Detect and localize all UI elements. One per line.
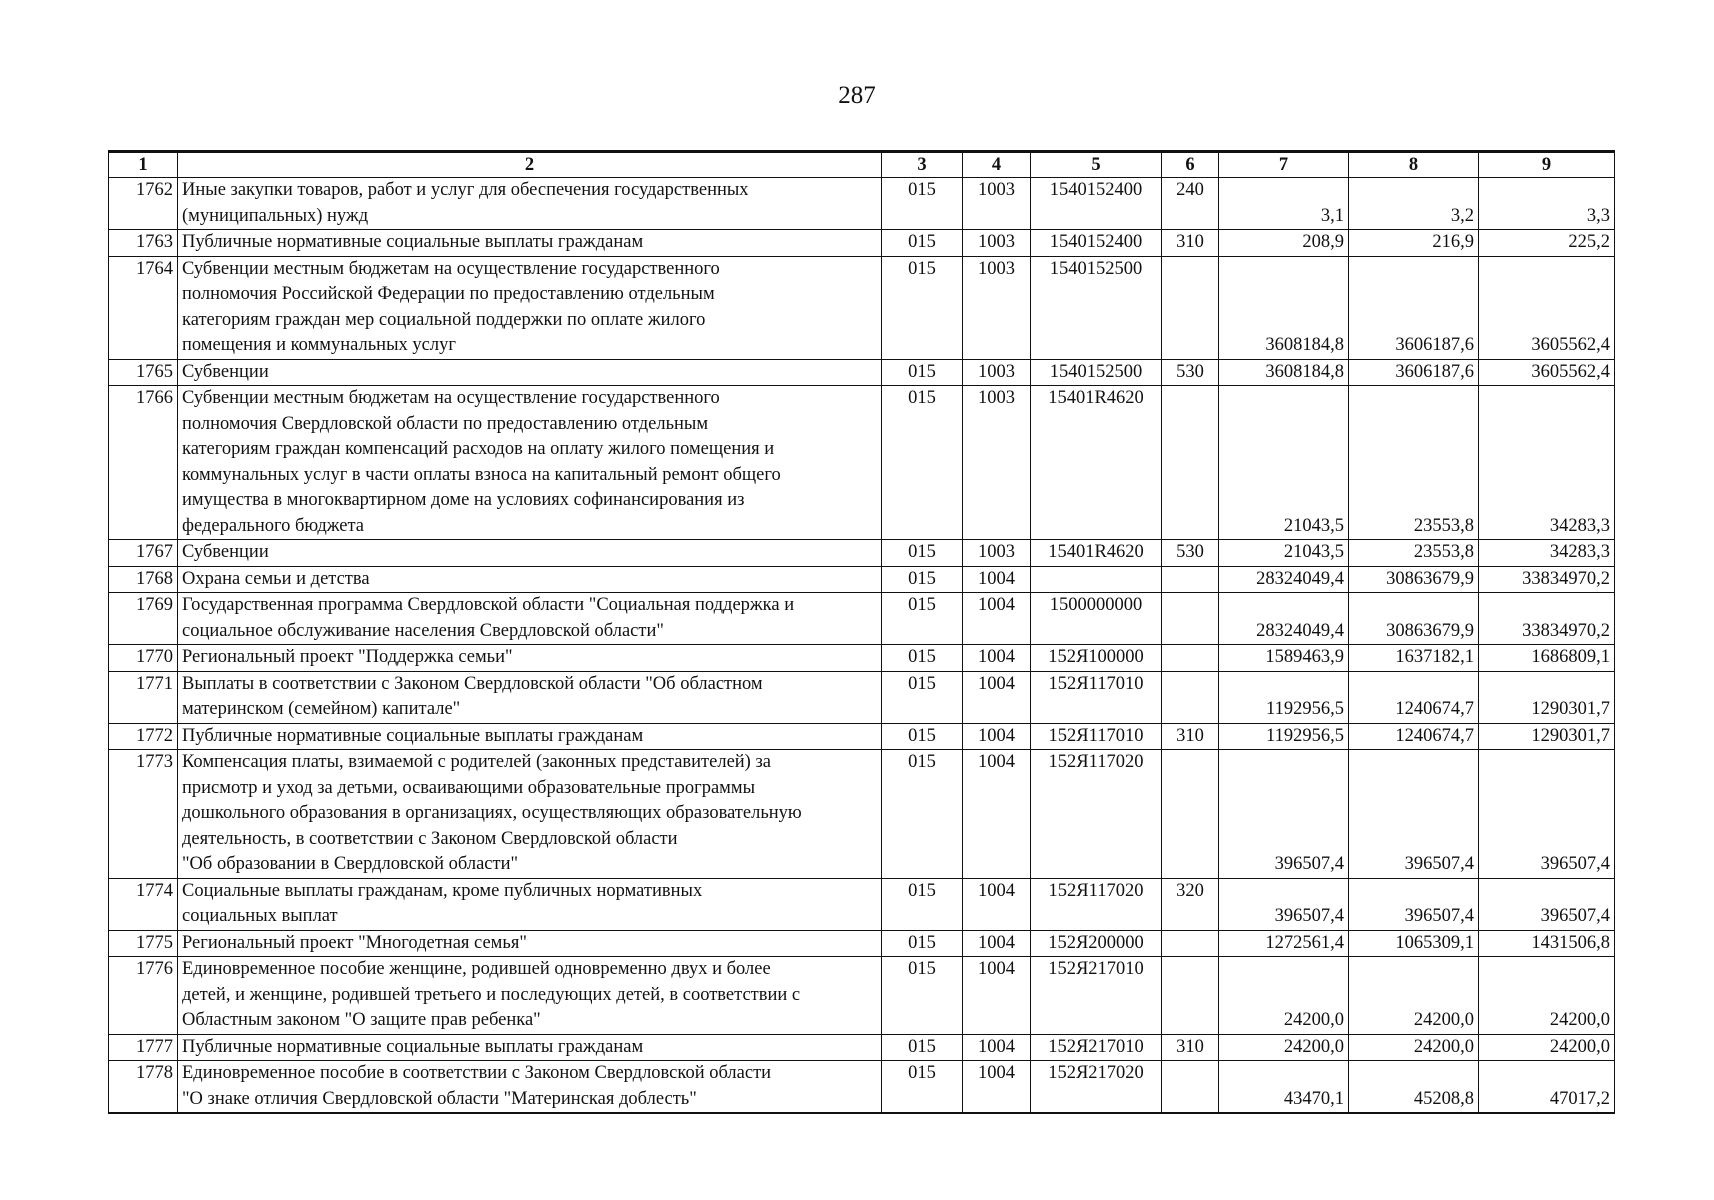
row-col3: 015 xyxy=(882,566,963,593)
row-col7: 396507,4 xyxy=(1219,750,1349,879)
column-header-9: 9 xyxy=(1479,152,1615,178)
row-col4: 1003 xyxy=(963,230,1031,257)
row-col7: 1589463,9 xyxy=(1219,645,1349,672)
table-row xyxy=(109,671,1615,723)
row-col7: 1192956,5 xyxy=(1219,671,1349,723)
table-body xyxy=(109,178,1615,1114)
row-number: 1770 xyxy=(109,645,178,672)
row-number: 1766 xyxy=(109,386,178,540)
row-name: Публичные нормативные социальные выплаты гражданам xyxy=(178,723,882,750)
table-row xyxy=(109,957,1615,1035)
row-col8: 23553,8 xyxy=(1349,386,1479,540)
row-col5: 152Я200000 xyxy=(1031,930,1162,957)
table-row xyxy=(109,230,1615,257)
row-col6: 310 xyxy=(1162,723,1219,750)
row-col3: 015 xyxy=(882,230,963,257)
row-col7: 3,1 xyxy=(1219,178,1349,230)
row-col4: 1004 xyxy=(963,930,1031,957)
row-col8: 24200,0 xyxy=(1349,957,1479,1035)
row-number: 1771 xyxy=(109,671,178,723)
row-col7: 43470,1 xyxy=(1219,1061,1349,1114)
table-row xyxy=(109,1034,1615,1061)
row-col6 xyxy=(1162,386,1219,540)
table-row xyxy=(109,359,1615,386)
table-row xyxy=(109,750,1615,879)
row-col5: 1540152500 xyxy=(1031,359,1162,386)
header-row xyxy=(109,152,1615,178)
column-header-2: 2 xyxy=(178,152,882,178)
row-name: Единовременное пособие женщине, родившей одновременно двух и более детей, и женщине, родившей третьего и последующих детей, в соответствии с Областным законом "О защите прав ребенка" xyxy=(178,957,882,1035)
row-col4: 1004 xyxy=(963,878,1031,930)
row-name: Выплаты в соответствии с Законом Свердловской области "Об областном материнском (семейном) капитале" xyxy=(178,671,882,723)
row-col3: 015 xyxy=(882,359,963,386)
row-name: Государственная программа Свердловской области "Социальная поддержка и социальное обслуживание населения Свердловской области" xyxy=(178,593,882,645)
row-col9: 34283,3 xyxy=(1479,540,1615,567)
row-col7: 3608184,8 xyxy=(1219,256,1349,359)
row-col9: 396507,4 xyxy=(1479,750,1615,879)
row-name: Субвенции местным бюджетам на осуществление государственного полномочия Российской Федерации по предоставлению отдельным категориям граждан мер социальной поддержки по оплате жилого помещения и коммунальных услуг xyxy=(178,256,882,359)
row-col4: 1004 xyxy=(963,723,1031,750)
row-number: 1763 xyxy=(109,230,178,257)
row-name: Иные закупки товаров, работ и услуг для обеспечения государственных (муниципальных) нужд xyxy=(178,178,882,230)
row-number: 1772 xyxy=(109,723,178,750)
row-name: Компенсация платы, взимаемой с родителей (законных представителей) за присмотр и уход за детьми, осваивающими образовательные программы дошкольного образования в организациях, осуществляющих образовательную деятельность, в соответствии с Законом Свердловской области "Об образовании в Свердловской области" xyxy=(178,750,882,879)
row-name: Социальные выплаты гражданам, кроме публичных нормативных социальных выплат xyxy=(178,878,882,930)
row-col8: 1240674,7 xyxy=(1349,723,1479,750)
row-col4: 1004 xyxy=(963,671,1031,723)
row-col9: 24200,0 xyxy=(1479,957,1615,1035)
row-col4: 1004 xyxy=(963,566,1031,593)
row-number: 1776 xyxy=(109,957,178,1035)
row-col3: 015 xyxy=(882,750,963,879)
row-col7: 28324049,4 xyxy=(1219,593,1349,645)
column-header-7: 7 xyxy=(1219,152,1349,178)
row-col5: 1540152500 xyxy=(1031,256,1162,359)
row-col9: 34283,3 xyxy=(1479,386,1615,540)
row-name: Единовременное пособие в соответствии с Законом Свердловской области "О знаке отличия Свердловской области "Материнская доблесть" xyxy=(178,1061,882,1114)
row-col7: 208,9 xyxy=(1219,230,1349,257)
row-col8: 24200,0 xyxy=(1349,1034,1479,1061)
row-col3: 015 xyxy=(882,957,963,1035)
row-col3: 015 xyxy=(882,878,963,930)
row-number: 1762 xyxy=(109,178,178,230)
row-name: Региональный проект "Поддержка семьи" xyxy=(178,645,882,672)
row-col3: 015 xyxy=(882,645,963,672)
row-col9: 33834970,2 xyxy=(1479,566,1615,593)
row-col9: 1431506,8 xyxy=(1479,930,1615,957)
column-header-5: 5 xyxy=(1031,152,1162,178)
row-col3: 015 xyxy=(882,540,963,567)
table-row xyxy=(109,386,1615,540)
table-row xyxy=(109,878,1615,930)
row-col7: 21043,5 xyxy=(1219,540,1349,567)
row-col7: 24200,0 xyxy=(1219,957,1349,1035)
row-col6 xyxy=(1162,566,1219,593)
row-number: 1767 xyxy=(109,540,178,567)
row-col4: 1004 xyxy=(963,645,1031,672)
row-col6 xyxy=(1162,750,1219,879)
row-col9: 3605562,4 xyxy=(1479,359,1615,386)
row-col5: 15401R4620 xyxy=(1031,386,1162,540)
row-col4: 1003 xyxy=(963,386,1031,540)
row-col3: 015 xyxy=(882,178,963,230)
row-name: Публичные нормативные социальные выплаты гражданам xyxy=(178,230,882,257)
row-number: 1769 xyxy=(109,593,178,645)
row-number: 1768 xyxy=(109,566,178,593)
table-row xyxy=(109,593,1615,645)
table-row xyxy=(109,178,1615,230)
row-name: Субвенции xyxy=(178,540,882,567)
row-col6 xyxy=(1162,671,1219,723)
row-col6 xyxy=(1162,1061,1219,1114)
row-number: 1774 xyxy=(109,878,178,930)
row-col6 xyxy=(1162,957,1219,1035)
row-col7: 3608184,8 xyxy=(1219,359,1349,386)
row-col5: 152Я100000 xyxy=(1031,645,1162,672)
row-col9: 33834970,2 xyxy=(1479,593,1615,645)
row-col5: 152Я117010 xyxy=(1031,671,1162,723)
row-col9: 225,2 xyxy=(1479,230,1615,257)
row-col7: 21043,5 xyxy=(1219,386,1349,540)
row-col8: 216,9 xyxy=(1349,230,1479,257)
row-col8: 3,2 xyxy=(1349,178,1479,230)
row-col3: 015 xyxy=(882,256,963,359)
row-col5: 152Я217010 xyxy=(1031,957,1162,1035)
row-col7: 396507,4 xyxy=(1219,878,1349,930)
row-col3: 015 xyxy=(882,386,963,540)
row-col6: 320 xyxy=(1162,878,1219,930)
row-col7: 24200,0 xyxy=(1219,1034,1349,1061)
row-col4: 1004 xyxy=(963,750,1031,879)
row-col4: 1004 xyxy=(963,957,1031,1035)
row-col8: 1065309,1 xyxy=(1349,930,1479,957)
row-col5: 152Я217020 xyxy=(1031,1061,1162,1114)
row-col4: 1003 xyxy=(963,256,1031,359)
row-col4: 1004 xyxy=(963,1034,1031,1061)
column-header-8: 8 xyxy=(1349,152,1479,178)
row-col9: 396507,4 xyxy=(1479,878,1615,930)
row-col5: 152Я117010 xyxy=(1031,723,1162,750)
row-col9: 3605562,4 xyxy=(1479,256,1615,359)
column-header-6: 6 xyxy=(1162,152,1219,178)
row-number: 1777 xyxy=(109,1034,178,1061)
row-col9: 47017,2 xyxy=(1479,1061,1615,1114)
row-col3: 015 xyxy=(882,930,963,957)
row-col9: 3,3 xyxy=(1479,178,1615,230)
row-col3: 015 xyxy=(882,671,963,723)
row-col6: 310 xyxy=(1162,230,1219,257)
row-col6: 240 xyxy=(1162,178,1219,230)
row-col4: 1004 xyxy=(963,593,1031,645)
budget-table xyxy=(108,150,1615,1114)
table-row xyxy=(109,256,1615,359)
row-col5: 152Я217010 xyxy=(1031,1034,1162,1061)
row-col6: 530 xyxy=(1162,359,1219,386)
column-header-4: 4 xyxy=(963,152,1031,178)
row-name: Публичные нормативные социальные выплаты гражданам xyxy=(178,1034,882,1061)
row-col5: 15401R4620 xyxy=(1031,540,1162,567)
row-col8: 396507,4 xyxy=(1349,878,1479,930)
row-col5: 152Я117020 xyxy=(1031,878,1162,930)
row-number: 1775 xyxy=(109,930,178,957)
row-col8: 1637182,1 xyxy=(1349,645,1479,672)
row-col6 xyxy=(1162,593,1219,645)
row-col6 xyxy=(1162,645,1219,672)
row-col4: 1003 xyxy=(963,359,1031,386)
row-col5 xyxy=(1031,566,1162,593)
table-row xyxy=(109,1061,1615,1114)
table-row xyxy=(109,645,1615,672)
row-col9: 24200,0 xyxy=(1479,1034,1615,1061)
table-row xyxy=(109,930,1615,957)
column-header-1: 1 xyxy=(109,152,178,178)
row-col9: 1686809,1 xyxy=(1479,645,1615,672)
row-col4: 1004 xyxy=(963,1061,1031,1114)
row-col9: 1290301,7 xyxy=(1479,723,1615,750)
row-col8: 1240674,7 xyxy=(1349,671,1479,723)
row-col7: 1272561,4 xyxy=(1219,930,1349,957)
row-col8: 3606187,6 xyxy=(1349,359,1479,386)
row-col6: 530 xyxy=(1162,540,1219,567)
row-col4: 1003 xyxy=(963,178,1031,230)
row-col3: 015 xyxy=(882,1061,963,1114)
row-name: Региональный проект "Многодетная семья" xyxy=(178,930,882,957)
row-col3: 015 xyxy=(882,593,963,645)
row-col5: 1540152400 xyxy=(1031,178,1162,230)
row-number: 1765 xyxy=(109,359,178,386)
row-number: 1773 xyxy=(109,750,178,879)
row-col4: 1003 xyxy=(963,540,1031,567)
table-row xyxy=(109,723,1615,750)
row-col8: 3606187,6 xyxy=(1349,256,1479,359)
table-row xyxy=(109,566,1615,593)
row-col8: 30863679,9 xyxy=(1349,593,1479,645)
row-col7: 28324049,4 xyxy=(1219,566,1349,593)
row-col6 xyxy=(1162,256,1219,359)
row-col5: 152Я117020 xyxy=(1031,750,1162,879)
row-col5: 1540152400 xyxy=(1031,230,1162,257)
row-col9: 1290301,7 xyxy=(1479,671,1615,723)
page-number: 287 xyxy=(838,82,876,109)
row-col8: 45208,8 xyxy=(1349,1061,1479,1114)
column-header-3: 3 xyxy=(882,152,963,178)
row-col8: 396507,4 xyxy=(1349,750,1479,879)
row-col5: 1500000000 xyxy=(1031,593,1162,645)
row-col7: 1192956,5 xyxy=(1219,723,1349,750)
row-col8: 23553,8 xyxy=(1349,540,1479,567)
table-row xyxy=(109,540,1615,567)
row-number: 1778 xyxy=(109,1061,178,1114)
row-col3: 015 xyxy=(882,1034,963,1061)
row-col3: 015 xyxy=(882,723,963,750)
row-col6: 310 xyxy=(1162,1034,1219,1061)
row-name: Охрана семьи и детства xyxy=(178,566,882,593)
row-number: 1764 xyxy=(109,256,178,359)
row-name: Субвенции местным бюджетам на осуществление государственного полномочия Свердловской области по предоставлению отдельным категориям граждан компенсаций расходов на оплату жилого помещения и коммунальных услуг в части оплаты взноса на капитальный ремонт общего имущества в многоквартирном доме на условиях софинансирования из федерального бюджета xyxy=(178,386,882,540)
row-name: Субвенции xyxy=(178,359,882,386)
row-col6 xyxy=(1162,930,1219,957)
row-col8: 30863679,9 xyxy=(1349,566,1479,593)
